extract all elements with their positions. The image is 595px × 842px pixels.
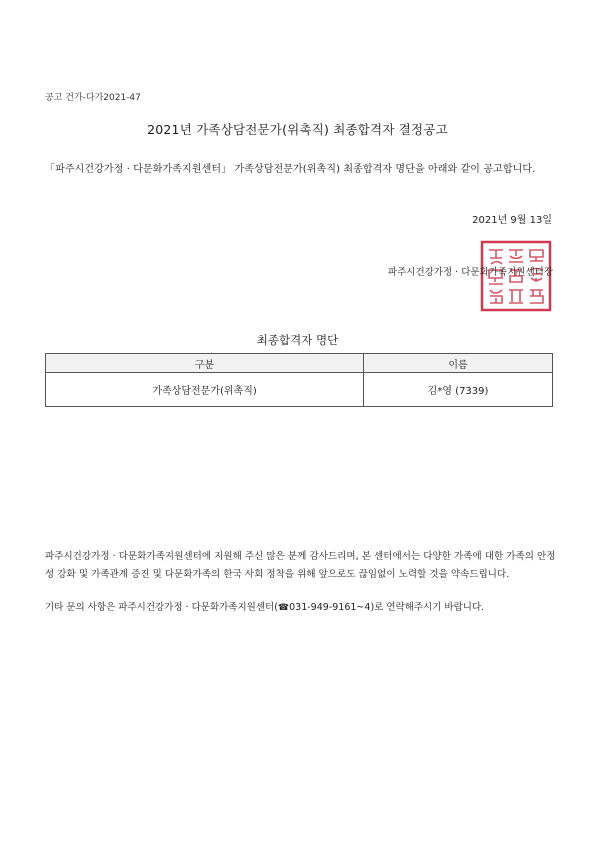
announcement-text: 「파주시건강가정 · 다문화가족지원센터」 가족상담전문가(위촉직) 최종합격자 명단을 아래와 같이 공고합니다. <box>45 164 536 175</box>
winners-table <box>45 353 553 407</box>
closing-thanks-text: 파주시건강가정 · 다문화가족지원센터에 지원해 주신 많은 분께 감사드리며, 본 센터에서는 다양한 가족에 대한 가족의 안정성 강화 및 가족관계 증진 및 다문화가족의 한국 사회 정착을 위해 앞으로도 끊임없이 노력할 것을 약속드립니다. <box>45 551 556 580</box>
contact-phone: 031-949-9161~4 <box>289 602 371 613</box>
table-header-row <box>46 354 553 373</box>
document-number: 공고 건가-다가2021-47 <box>45 93 141 103</box>
contact-suffix: )로 연락해주시기 바랍니다. <box>370 602 485 613</box>
cell-category: 가족상담전문가(위촉직) <box>46 373 364 407</box>
issuer-name: 파주시건강가정 · 다문화가족지원센터장 <box>387 267 553 278</box>
column-header-name: 이름 <box>364 354 553 373</box>
cell-name: 김*영 (7339) <box>364 373 553 407</box>
table-row <box>46 373 553 407</box>
phone-icon: ☎ <box>277 603 290 613</box>
announcement-date: 2021년 9월 13일 <box>472 215 552 226</box>
column-header-category: 구분 <box>46 354 364 373</box>
contact-line <box>45 599 557 613</box>
document-title: 2021년 가족상담전문가(위촉직) 최종합격자 결정공고 <box>147 122 448 137</box>
winners-list-title: 최종합격자 명단 <box>256 333 339 347</box>
contact-prefix: 기타 문의 사항은 파주시건강가정 · 다문화가족지원센터( <box>45 602 278 613</box>
